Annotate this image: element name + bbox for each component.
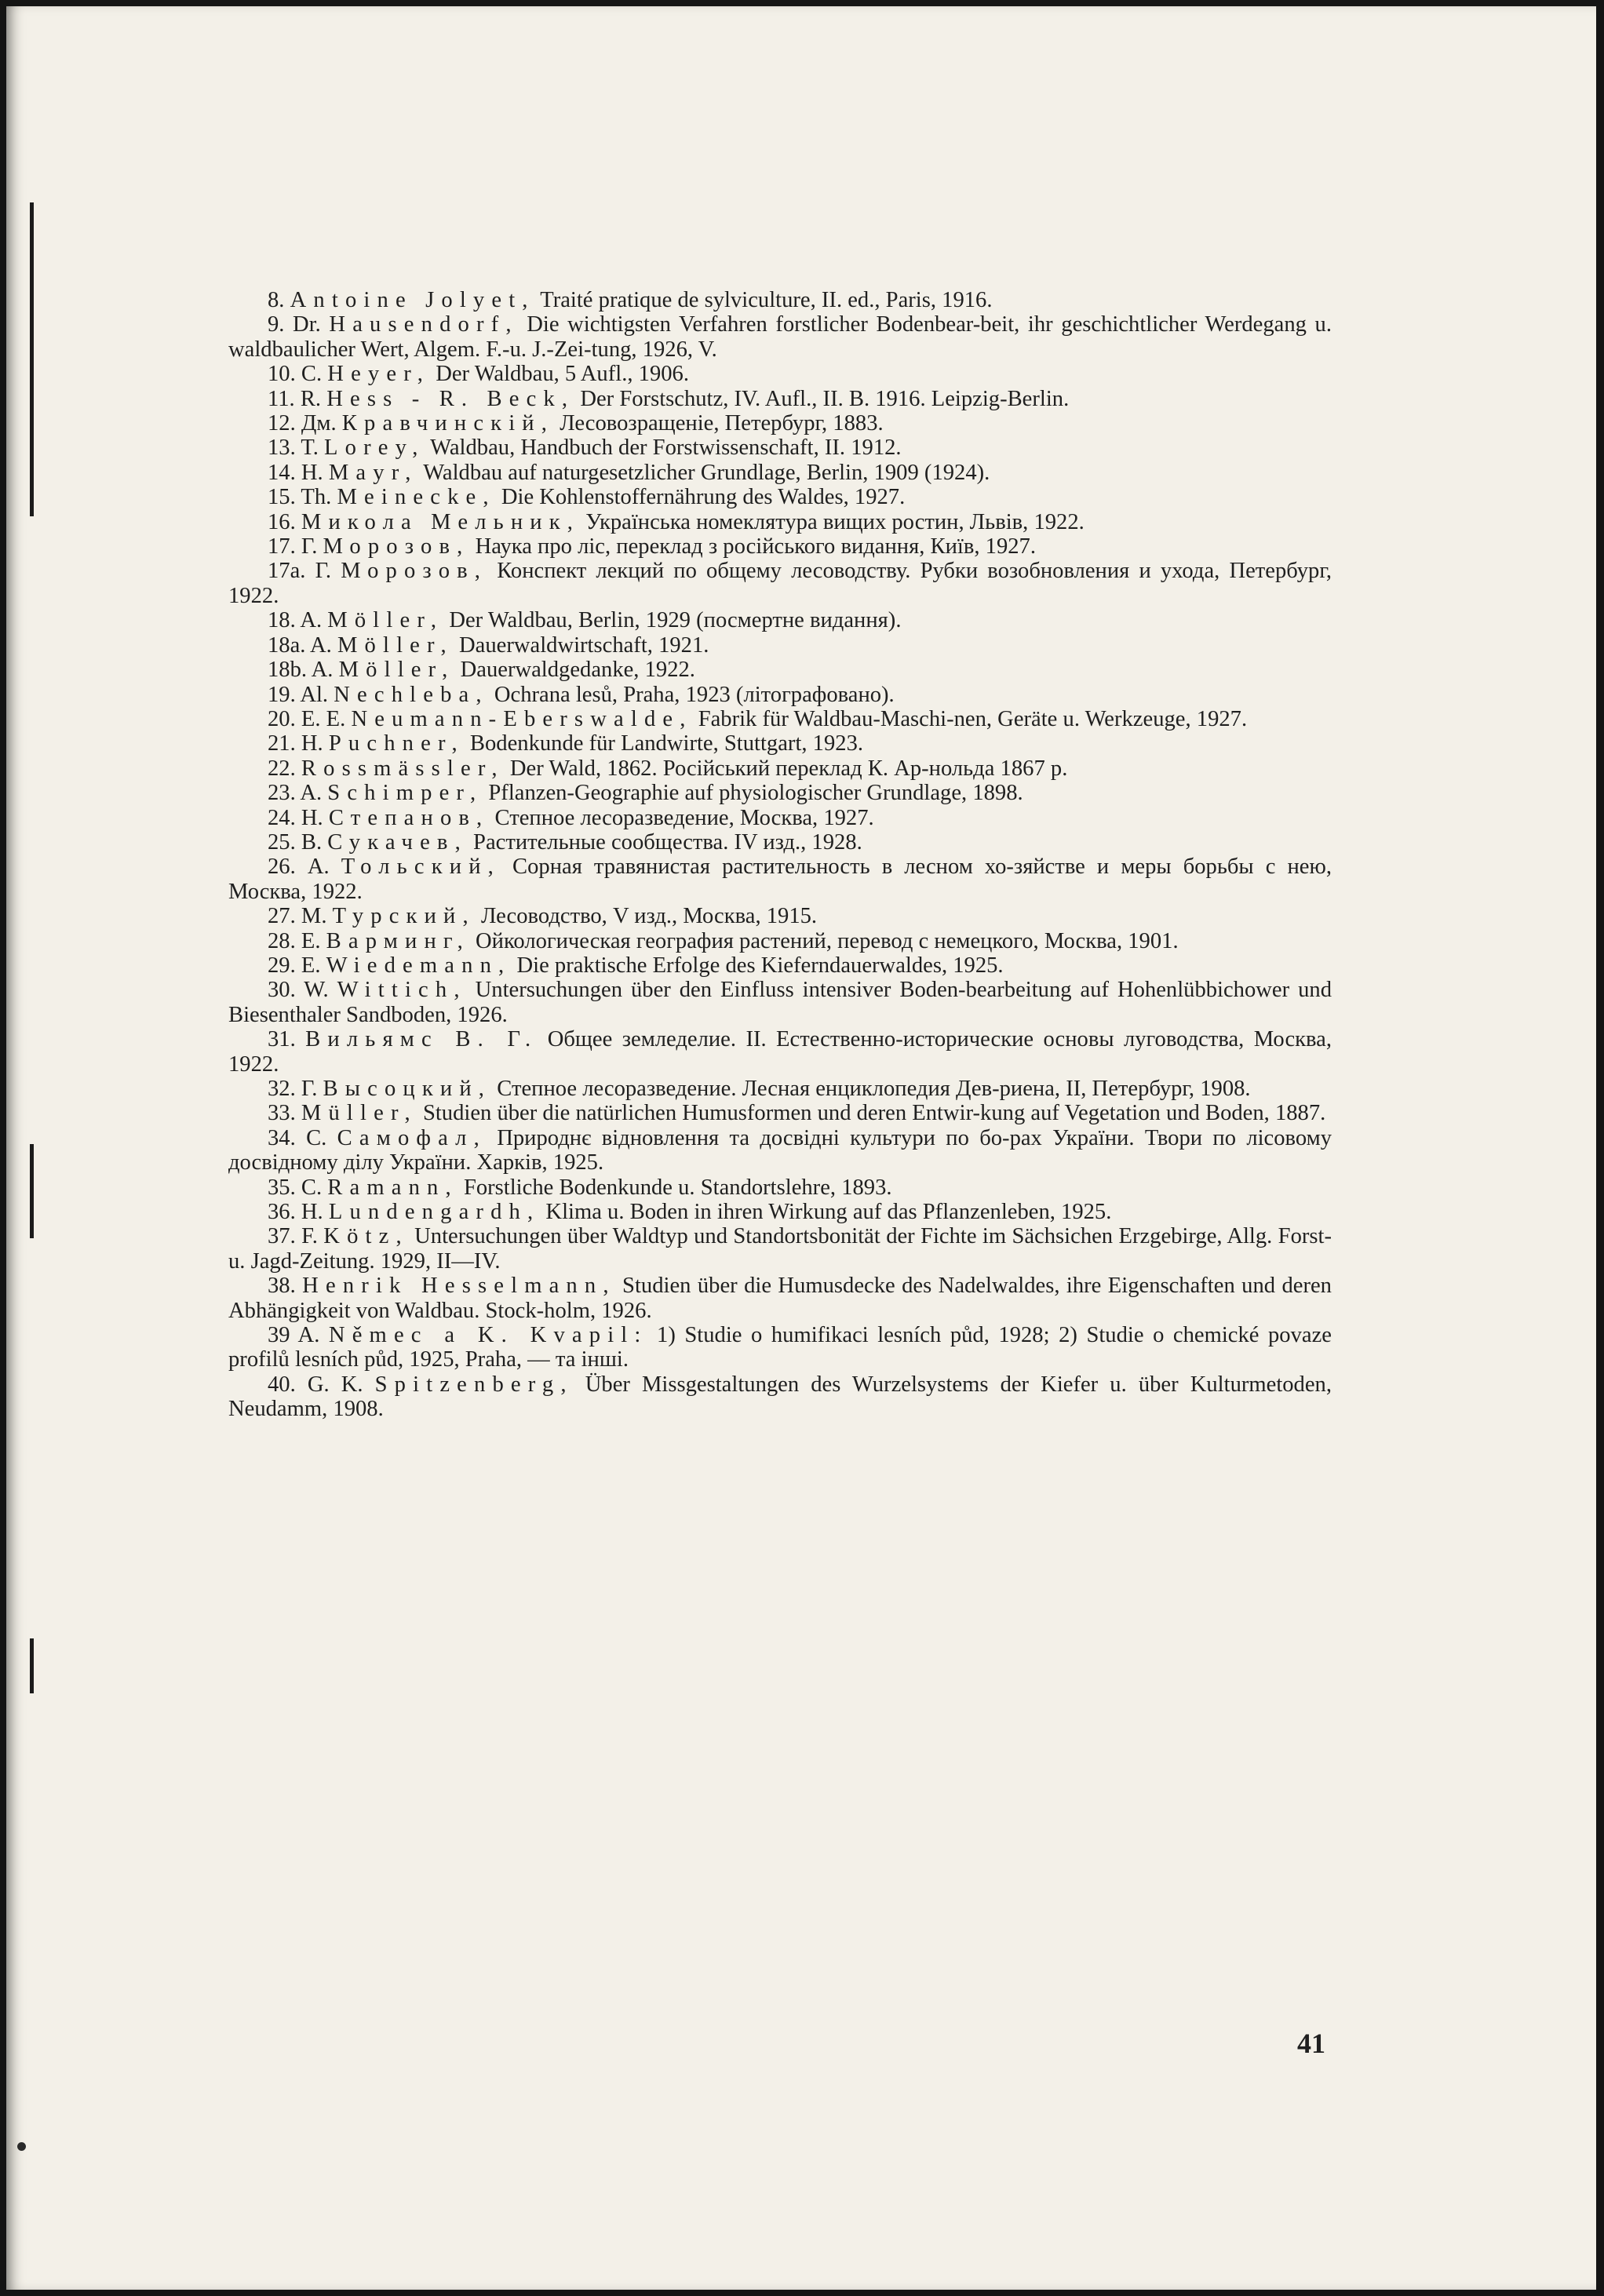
reference-text: Die praktische Erfolge des Kieferndauerwaldes, 1925. — [511, 953, 1004, 978]
reference-author: Микола Мельник, — [301, 509, 581, 534]
reference-entry — [228, 1126, 1332, 1175]
reference-author: Nechleba, — [334, 682, 489, 707]
reference-entry — [228, 904, 1332, 928]
reference-entry — [228, 633, 1332, 658]
reference-text: Traité pratique de sylviculture, II. ed., Paris, 1916. — [534, 288, 993, 312]
reference-author: Lundengardh, — [328, 1200, 541, 1225]
reference-entry — [228, 1175, 1332, 1200]
reference-text: Der Wald, 1862. Російський переклад К. Ар-нольда 1867 р. — [504, 756, 1068, 781]
reference-entry — [228, 1323, 1332, 1372]
reference-number: 22. — [268, 756, 296, 781]
page-number: 41 — [1297, 2028, 1325, 2059]
reference-number: 34. С. — [268, 1125, 327, 1150]
reference-number: 27. М. — [268, 904, 327, 929]
reference-text: Dauerwaldgedanke, 1922. — [454, 658, 695, 683]
reference-entry — [228, 1274, 1332, 1323]
reference-number: 29. E. — [268, 953, 321, 978]
reference-author: Müller, — [301, 1101, 417, 1126]
reference-entry — [228, 362, 1332, 386]
reference-number: 40. G. K. — [268, 1372, 363, 1397]
reference-text: Untersuchungen über Waldtyp und Standortsbonität der Fichte im Sächsichen Erzgebirge, Allg. Forst- u. Jagd-Zeitung. 1929, II—IV. — [228, 1224, 1332, 1274]
reference-entry — [228, 387, 1332, 411]
reference-text: Die Kohlenstoffernährung des Waldes, 1927. — [495, 485, 906, 510]
reference-entry — [228, 559, 1332, 608]
reference-number: 10. C. — [268, 362, 323, 387]
reference-number: 17а. Г. — [268, 559, 332, 584]
reference-number: 30. W. — [268, 978, 329, 1003]
reference-text: Степное лесоразведение, Москва, 1927. — [489, 805, 874, 830]
reference-number: 13. T. — [268, 436, 319, 461]
reference-entry — [228, 978, 1332, 1027]
reference-author: Mayr, — [328, 460, 418, 485]
reference-text: Степное лесоразведение. Лесная енциклопедия Дев-риена, II, Петербург, 1908. — [491, 1077, 1251, 1101]
reference-text: Untersuchungen über den Einfluss intensiver Boden-bearbeitung auf Hohenlübbichower und Biesenthaler Sandboden, 1926. — [228, 978, 1332, 1027]
reference-author: Wiedemann, — [326, 953, 512, 978]
reference-entry — [228, 1200, 1332, 1224]
reference-entry — [228, 855, 1332, 904]
reference-number: 14. H. — [268, 460, 323, 485]
reference-author: Wittich, — [337, 978, 467, 1003]
reference-number: 31. — [268, 1027, 296, 1052]
reference-text: Bodenkunde für Landwirte, Stuttgart, 1923. — [464, 731, 864, 756]
reference-number: 28. Е. — [268, 928, 321, 953]
reference-number: 9. Dr. — [268, 312, 321, 337]
reference-author: Möller, — [338, 658, 455, 683]
reference-text: Über Missgestaltungen des Wurzelsystems der Kiefer u. über Kulturmetoden, Neudamm, 1908. — [228, 1372, 1332, 1422]
reference-text: Der Waldbau, Berlin, 1929 (посмертне видання). — [443, 608, 902, 633]
reference-author: Степанов, — [328, 805, 490, 830]
reference-text: Klima u. Boden in ihren Wirkung auf das Pflanzenleben, 1925. — [540, 1200, 1112, 1225]
reference-text: Studien über die Humusdecke des Nadelwaldes, ihre Eigenschaften und deren Abhängigkeit von Waldbau. Stock-holm, 1926. — [228, 1274, 1332, 1323]
reference-entry — [228, 1372, 1332, 1422]
reference-text: 1) Studie o humifikaci lesních půd, 1928; 2) Studie o chemické povaze profilů lesních půd, 1925, Praha, — та інші. — [228, 1323, 1332, 1372]
reference-text: Растительные сообщества. IV изд., 1928. — [467, 829, 862, 855]
reference-entry — [228, 1077, 1332, 1101]
reference-author: Antoine Jolyet, — [290, 288, 535, 312]
reference-text: Der Forstschutz, IV. Aufl., II. B. 1916. Leipzig-Berlin. — [574, 386, 1070, 411]
reference-number: 11. R. — [268, 386, 322, 411]
reference-text: Общее земледелие. II. Естественно-исторические основы луговодства, Москва, 1922. — [228, 1027, 1332, 1077]
reference-number: 35. C. — [268, 1175, 323, 1200]
reference-entry — [228, 461, 1332, 485]
reference-text: Українська номеклятура вищих ростин, Львів, 1922. — [580, 509, 1085, 534]
reference-author: Henrik Hesselmann, — [302, 1274, 616, 1299]
reference-entry — [228, 608, 1332, 632]
reference-author: Puchner, — [328, 731, 465, 756]
reference-number: 23. A. — [268, 781, 323, 806]
reference-text: Dauerwaldwirtschaft, 1921. — [453, 632, 709, 658]
book-page — [6, 6, 1596, 2290]
reference-entry — [228, 806, 1332, 830]
reference-author: Морозов, — [323, 534, 470, 559]
reference-text: Лесоводство, V изд., Москва, 1915. — [475, 904, 818, 929]
reference-entry — [228, 534, 1332, 559]
reference-entry — [228, 1224, 1332, 1274]
reference-number: 37. F. — [268, 1224, 318, 1249]
reference-number: 8. — [268, 288, 285, 312]
reference-entry — [228, 953, 1332, 978]
reference-number: 21. H. — [268, 731, 323, 756]
reference-author: Hess - R. Beck, — [326, 386, 575, 411]
reference-number: 39 A. — [268, 1323, 320, 1348]
reference-entry — [228, 436, 1332, 460]
reference-number: 15. Th. — [268, 485, 332, 510]
reference-list — [228, 288, 1332, 1422]
reference-author: Möller, — [327, 608, 444, 633]
reference-author: Морозов, — [341, 559, 488, 584]
reference-number: 19. Al. — [268, 682, 329, 707]
reference-text: Сорная травянистая растительность в лесном хо-зяйстве и меры борьбы с нею, Москва, 1922. — [228, 855, 1332, 904]
reference-number: 20. E. E. — [268, 706, 346, 731]
reference-entry — [228, 312, 1332, 362]
reference-text: Ochrana lesů, Praha, 1923 (літографовано). — [488, 682, 895, 707]
reference-text: Pflanzen-Geographie auf physiologischer Grundlage, 1898. — [483, 781, 1023, 806]
reference-text: Лесовозращеніе, Петербург, 1883. — [554, 411, 884, 436]
binding-shadow — [30, 1638, 34, 1693]
binding-shadow — [30, 202, 34, 516]
reference-number: 25. В. — [268, 829, 323, 855]
reference-author: Möller, — [337, 632, 454, 658]
reference-entry — [228, 830, 1332, 855]
reference-author: Němec a K. Kvapil: — [328, 1323, 648, 1348]
reference-author: Тольский, — [341, 855, 501, 880]
reference-author: Турский, — [332, 904, 476, 929]
reference-author: Варминг, — [326, 928, 470, 953]
reference-number: 18a. A. — [268, 632, 332, 658]
reference-entry — [228, 1101, 1332, 1125]
reference-number: 38. — [268, 1274, 296, 1299]
reference-author: Schimper, — [327, 781, 483, 806]
reference-number: 26. А. — [268, 855, 330, 880]
reference-text: Наука про ліс, переклад з російського видання, Київ, 1927. — [469, 534, 1036, 559]
reference-author: Heyer, — [327, 362, 431, 387]
reference-entry — [228, 1027, 1332, 1077]
reference-number: 32. Г. — [268, 1077, 318, 1101]
reference-number: 12. Дм. — [268, 411, 337, 436]
reference-author: Neumann-Eberswalde, — [351, 706, 693, 731]
reference-entry — [228, 411, 1332, 436]
binding-shadow — [30, 1144, 34, 1238]
reference-entry — [228, 929, 1332, 953]
reference-entry — [228, 485, 1332, 509]
reference-author: Kötz, — [323, 1224, 409, 1249]
reference-author: Meinecke, — [337, 485, 496, 510]
reference-author: Hausendorf, — [329, 312, 519, 337]
reference-author: Сукачев, — [327, 829, 468, 855]
reference-entry — [228, 683, 1332, 707]
reference-author: Lorey, — [324, 436, 425, 461]
reference-entry — [228, 707, 1332, 731]
reference-author: Высоцкий, — [323, 1077, 492, 1101]
reference-text: Forstliche Bodenkunde u. Standortslehre, 1893. — [458, 1175, 892, 1200]
reference-text: Fabrik für Waldbau-Maschi-nen, Geräte u. Werkzeuge, 1927. — [692, 706, 1248, 731]
reference-author: Ramann, — [327, 1175, 458, 1200]
reference-number: 18b. A. — [268, 658, 334, 683]
scan-mark — [17, 2142, 26, 2151]
reference-number: 16. — [268, 509, 296, 534]
reference-author: Вильямс В. Г. — [305, 1027, 538, 1052]
reference-text: Waldbau, Handbuch der Forstwissenschaft, II. 1912. — [425, 436, 902, 461]
reference-number: 24. Н. — [268, 805, 323, 830]
reference-entry — [228, 781, 1332, 805]
reference-author: Rossmässler, — [301, 756, 505, 781]
reference-entry — [228, 731, 1332, 756]
reference-author: Кравчинскій, — [341, 411, 555, 436]
reference-text: Конспект лекций по общему лесоводству. Рубки возобновления и ухода, Петербург, 1922. — [228, 559, 1332, 608]
reference-number: 33. — [268, 1101, 296, 1126]
reference-text: Waldbau auf naturgesetzlicher Grundlage, Berlin, 1909 (1924). — [417, 460, 990, 485]
reference-entry — [228, 658, 1332, 682]
reference-number: 18. A. — [268, 608, 323, 633]
reference-entry — [228, 288, 1332, 312]
reference-author: Spitzenberg, — [374, 1372, 574, 1397]
reference-entry — [228, 756, 1332, 781]
reference-author: Самофал, — [337, 1125, 487, 1150]
reference-text: Die wichtigsten Verfahren forstlicher Bodenbear-beit, ihr geschichtlicher Werdegang u. waldbaulicher Wert, Algem. F.-u. J.-Zei-tung, 1926, V. — [228, 312, 1332, 362]
reference-text: Природнє відновлення та досвідні культури по бо-рах України. Твори по лісовому досвідному ділу України. Харків, 1925. — [228, 1125, 1332, 1175]
reference-number: 17. Г. — [268, 534, 318, 559]
reference-text: Ойкологическая география растений, перевод с немецкого, Москва, 1901. — [469, 928, 1179, 953]
reference-text: Der Waldbau, 5 Aufl., 1906. — [430, 362, 689, 387]
reference-entry — [228, 510, 1332, 534]
reference-number: 36. H. — [268, 1200, 323, 1225]
reference-text: Studien über die natürlichen Humusformen und deren Entwir-kung auf Vegetation und Boden, 1887. — [417, 1101, 1326, 1126]
